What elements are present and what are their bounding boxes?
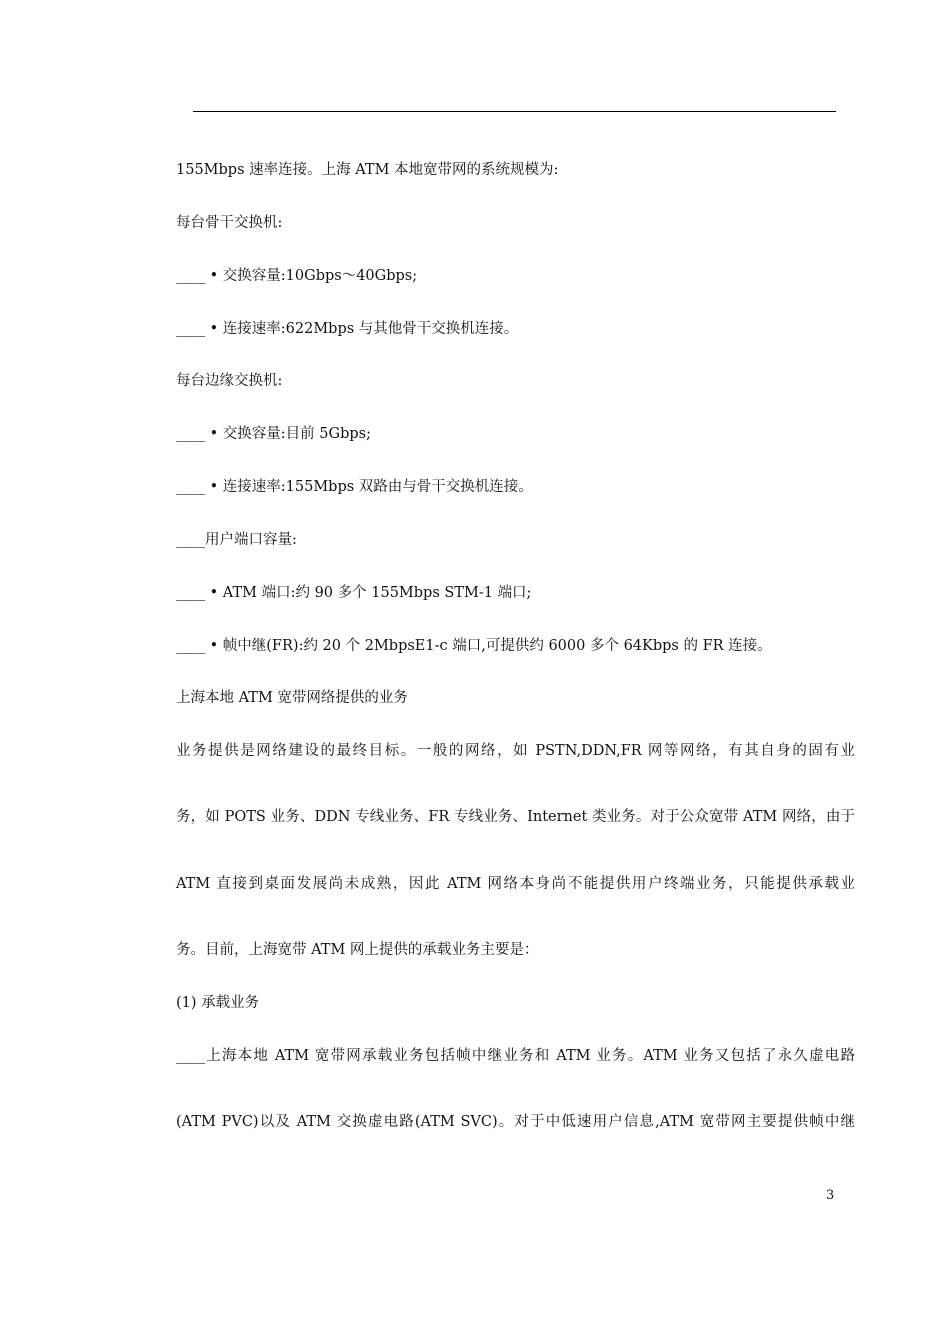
page-number: 3	[826, 1188, 835, 1203]
list-item: ____ • ATM 端口:约 90 多个 155Mbps STM-1 端口;	[176, 585, 532, 601]
list-item: ____ • 连接速率:622Mbps 与其他骨干交换机连接。	[176, 321, 519, 337]
section-heading: 上海本地 ATM 宽带网络提供的业务	[176, 690, 408, 706]
text-line: 每台边缘交换机:	[176, 373, 283, 389]
text-line: 155Mbps 速率连接。上海 ATM 本地宽带网的系统规模为:	[176, 162, 559, 178]
list-item: ____ • 交换容量:目前 5Gbps;	[176, 426, 371, 442]
paragraph-line: (ATM PVC)以及 ATM 交换虚电路(ATM SVC)。对于中低速用户信息,ATM 宽带网主要提供帧中继	[176, 1114, 855, 1130]
paragraph-line: 务。目前，上海宽带 ATM 网上提供的承载业务主要是：	[176, 942, 539, 958]
header-rule	[193, 111, 836, 112]
text-line: 每台骨干交换机:	[176, 215, 283, 231]
list-item: ____ • 连接速率:155Mbps 双路由与骨干交换机连接。	[176, 479, 533, 495]
subsection-heading: (1) 承载业务	[176, 995, 260, 1011]
paragraph-line: 业务提供是网络建设的最终目标。一般的网络，如 PSTN,DDN,FR 网等网络，有其自身的固有业	[176, 743, 855, 759]
list-item: ____ • 交换容量:10Gbps～40Gbps;	[176, 268, 418, 284]
paragraph-line: ATM 直接到桌面发展尚未成熟，因此 ATM 网络本身尚不能提供用户终端业务，只能提供承载业	[176, 876, 855, 892]
text-line: ____用户端口容量:	[176, 532, 297, 548]
list-item: ____ • 帧中继(FR):约 20 个 2MbpsE1-c 端口,可提供约 6000 多个 64Kbps 的 FR 连接。	[176, 638, 772, 654]
paragraph-line: 务，如 POTS 业务、DDN 专线业务、FR 专线业务、Internet 类业务。对于公众宽带 ATM 网络，由于	[176, 809, 855, 825]
paragraph-line: ____上海本地 ATM 宽带网承载业务包括帧中继业务和 ATM 业务。ATM 业务又包括了永久虚电路	[176, 1048, 855, 1064]
